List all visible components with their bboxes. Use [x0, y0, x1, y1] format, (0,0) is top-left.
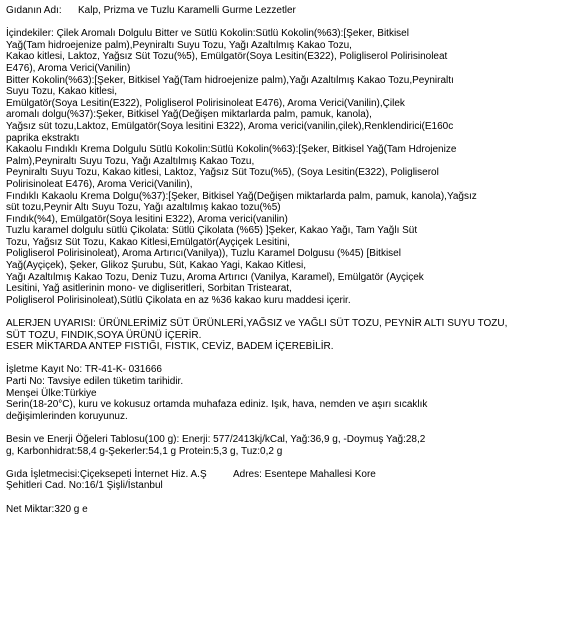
allergen-warning: [6, 318, 578, 353]
nutrition-line: g, Karbonhidrat:58,4 g-Şekerler:54,1 g Protein:5,3 g, Tuz:0,2 g: [6, 445, 283, 457]
operator-row: [6, 469, 578, 481]
ingredients-line: Poligliserol Polirisinoleat),Sütlü Çikolata en az %36 kakao kuru maddesi içerir.: [6, 294, 351, 306]
ingredients-line: Fındık(%4), Emülgatör(Soya lesitini E322), Aroma verici(vanilin): [6, 213, 288, 225]
ingredients-line: Suyu Tozu, Kakao kitlesi,: [6, 86, 117, 98]
net-weight: Net Miktar:320 g e: [6, 503, 88, 515]
ingredients-line: Tozu, Yağsız Süt Tozu, Kakao Kitlesi,Emülgatör(Ayçiçek Lesitini,: [6, 236, 290, 248]
ingredients-line: Yağ(Tam hidroejenize palm),Peyniraltı Suyu Tozu, Yağı Azaltılmış Kakao Tozu,: [6, 39, 352, 51]
ingredients-line: İçindekiler: Çilek Aromalı Dolgulu Bitter ve Sütlü Kokolin:Sütlü Kokolin(%63):[Şeker, Bitkisel: [6, 28, 409, 40]
product-name-label: Gıdanın Adı:: [6, 5, 62, 16]
ingredients-line: Yağsız süt tozu,Laktoz, Emülgatör(Soya lesitini E322), Aroma verici(vanilin,çilek),Renklendirici(E160c: [6, 120, 454, 132]
operator-name: Gıda İşletmecisi:Çiçeksepeti İnternet Hiz. A.Ş: [6, 468, 207, 480]
storage-line: değişimlerinden koruyunuz.: [6, 410, 128, 422]
batch-number: Parti No: Tavsiye edilen tüketim tarihidir.: [6, 376, 184, 387]
operator-address: Adres: Esentepe Mahallesi Kore: [233, 468, 376, 480]
ingredients-line: Fındıklı Kakaolu Krema Dolgu(%37):[Şeker, Bitkisel Yağ(Değişen miktarlarda palm, pamuk, kanola),Yağsız: [6, 190, 477, 202]
product-name: Kalp, Prizma ve Tuzlu Karamelli Gurme Lezzetler: [78, 5, 296, 16]
ingredients-line: Emülgatör(Soya Lesitin(E322), Poligliserol Polirisinoleat E476), Aroma Verici(Vanilin),Çilek: [6, 97, 405, 109]
ingredients-line: Polirisinoleat E476), Aroma Verici(Vanilin),: [6, 178, 193, 190]
product-label-document: [6, 5, 578, 515]
storage-line: Serin(18-20°C), kuru ve kokusuz ortamda muhafaza ediniz. Işık, hava, nemden ve aşırı sıcaklık: [6, 399, 428, 411]
ingredients-line: E476), Aroma Verici(Vanilin): [6, 62, 131, 74]
ingredients-line: Palm),Peyniraltı Suyu Tozu, Yağı Azaltılmış Kakao Tozu,: [6, 155, 255, 167]
ingredients-line: Bitter Kokolin(%63):[Şeker, Bitkisel Yağ(Tam hidroejenize palm),Yağı Azaltılmış Kakao Tozu,Peyniraltı: [6, 74, 454, 86]
ingredients-line: süt tozu,Peynir Altı Suyu Tozu, Yağı azaltılmış kakao tozu(%5): [6, 202, 281, 214]
ingredients-line: paprika ekstraktı: [6, 132, 80, 144]
nutrition-facts: [6, 434, 578, 457]
allergen-line: SÜT TOZU, FINDIK,SOYA ÜRÜNÜ İÇERİR.: [6, 329, 202, 341]
ingredients-line: Kakao kitlesi, Laktoz, Yağsız Süt Tozu(%5), Emülgatör(Soya Lesitin(E322), Poligliserol Polirisinoleat: [6, 51, 448, 63]
ingredients-line: Yağı Azaltılmış Kakao Tozu, Deniz Tuzu, Aroma Artırıcı (Vanilya, Karamel), Emülgatör (Ayçiçek: [6, 271, 424, 283]
ingredients-block: [6, 28, 578, 306]
product-name-row: [6, 5, 578, 17]
country-of-origin: Menşei Ülke:Türkiye: [6, 387, 97, 399]
allergen-line: ESER MİKTARDA ANTEP FISTIĞI, FISTIK, CEVİZ, BADEM İÇEREBİLİR.: [6, 341, 334, 353]
operator-address-line2: Şehitleri Cad. No:16/1 Şişli/İstanbul: [6, 480, 163, 492]
ingredients-line: Peyniraltı Suyu Tozu, Kakao kitlesi, Laktoz, Yağsız Süt Tozu(%5), (Soya Lesitin(E322), Poligliserol: [6, 167, 439, 179]
allergen-line: ALERJEN UYARISI: ÜRÜNLERİMİZ SÜT ÜRÜNLERİ,YAĞSIZ ve YAĞLI SÜT TOZU, PEYNİR ALTI SUYU TOZU,: [6, 318, 508, 330]
ingredients-line: Poligliserol Polirisinoleat), Aroma Artırıcı(Vanilya)), Tuzlu Karamel Dolgusu (%45) [Bitkisel: [6, 248, 401, 260]
ingredients-line: Tuzlu karamel dolgulu sütlü Çikolata: Sütlü Çikolata (%65) ]Şeker, Kakao Yağı, Tam Yağlı Süt: [6, 225, 418, 237]
nutrition-line: Besin ve Enerji Öğeleri Tablosu(100 g): Enerji: 577/2413kj/kCal, Yağ:36,9 g, -Doymuş Yağ:28,2: [6, 433, 426, 445]
registration-number: İşletme Kayıt No: TR-41-K- 031666: [6, 364, 162, 376]
ingredients-line: Kakaolu Fındıklı Krema Dolgulu Sütlü Kokolin:Sütlü Kokolin(%63):[Şeker, Bitkisel Yağ(Tam Hdrojenize: [6, 144, 457, 156]
ingredients-line: aromalı dolgu(%37):Şeker, Bitkisel Yağ(Değişen miktarlarda palm, pamuk, kanola),: [6, 109, 372, 121]
ingredients-line: Lesitini, Yağ asitlerinin mono- ve digliseritleri, Sorbitan Tristearat,: [6, 283, 292, 295]
ingredients-line: Yağ(Ayçiçek), Şeker, Glikoz Şurubu, Süt, Kakao Yagi, Kakao Kitlesi,: [6, 260, 306, 272]
